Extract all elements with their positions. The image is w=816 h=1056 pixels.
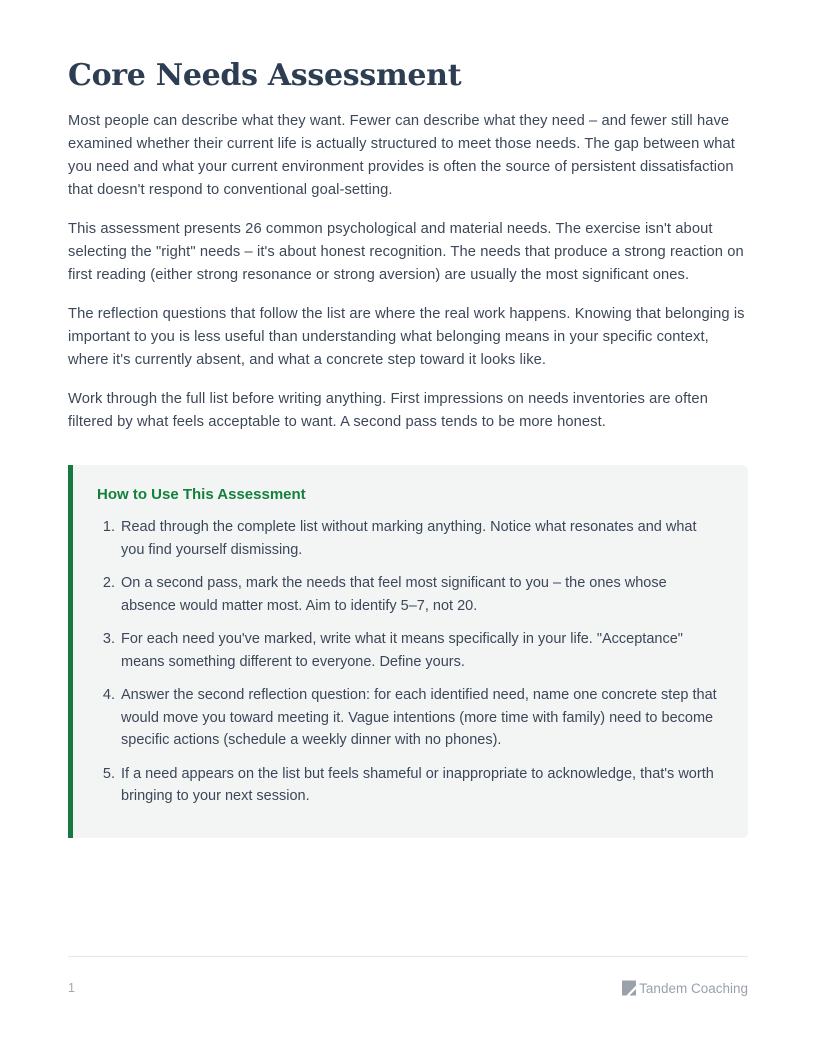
list-item: 2. On a second pass, mark the needs that feel most significant to you – the ones whose absence would matter most. Aim to identify 5–7, not 20. bbox=[119, 572, 722, 617]
callout-instruction-list bbox=[97, 516, 722, 808]
intro-paragraph-2: This assessment presents 26 common psychological and material needs. The exercise isn't about selecting the "right" needs – it's about honest recognition. The needs that produce a strong reaction on first reading (either strong resonance or strong aversion) are usually the most significant ones. bbox=[68, 221, 744, 283]
list-item: 1. Read through the complete list without marking anything. Notice what resonates and what you find yourself dismissing. bbox=[119, 516, 722, 561]
page-footer bbox=[68, 956, 748, 996]
brand-name: Tandem Coaching bbox=[639, 980, 748, 996]
intro-paragraph-1: Most people can describe what they want. Fewer can describe what they need – and fewer still have examined whether their current life is actually structured to meet those needs. The gap between what you need and what your current environment provides is often the source of persistent dissatisfaction that doesn't respond to conventional goal-setting. bbox=[68, 113, 735, 198]
list-item: 4. Answer the second reflection question: for each identified need, name one concrete step that would move you toward meeting it. Vague intentions (more time with family) need to become specific actions (schedule a weekly dinner with no phones). bbox=[119, 684, 722, 752]
page-number: 1 bbox=[68, 981, 75, 995]
callout-title: How to Use This Assessment bbox=[97, 486, 306, 503]
list-item: 3. For each need you've marked, write what it means specifically in your life. "Acceptance" means something different to everyone. Define yours. bbox=[119, 628, 722, 673]
how-to-use-callout bbox=[68, 465, 748, 838]
intro-paragraph-4: Work through the full list before writing anything. First impressions on needs inventories are often filtered by what feels acceptable to want. A second pass tends to be more honest. bbox=[68, 391, 708, 430]
intro-paragraph-3: The reflection questions that follow the list are where the real work happens. Knowing that belonging is important to you is less useful than understanding what belonging means in your specific context, where it's currently absent, and what a concrete step toward it looks like. bbox=[68, 306, 745, 368]
list-item: 5. If a need appears on the list but feels shameful or inappropriate to acknowledge, that's worth bringing to your next session. bbox=[119, 763, 722, 808]
tandem-coaching-logo-icon bbox=[621, 980, 637, 996]
page-title: Core Needs Assessment bbox=[68, 58, 462, 93]
brand-mark bbox=[621, 980, 748, 996]
